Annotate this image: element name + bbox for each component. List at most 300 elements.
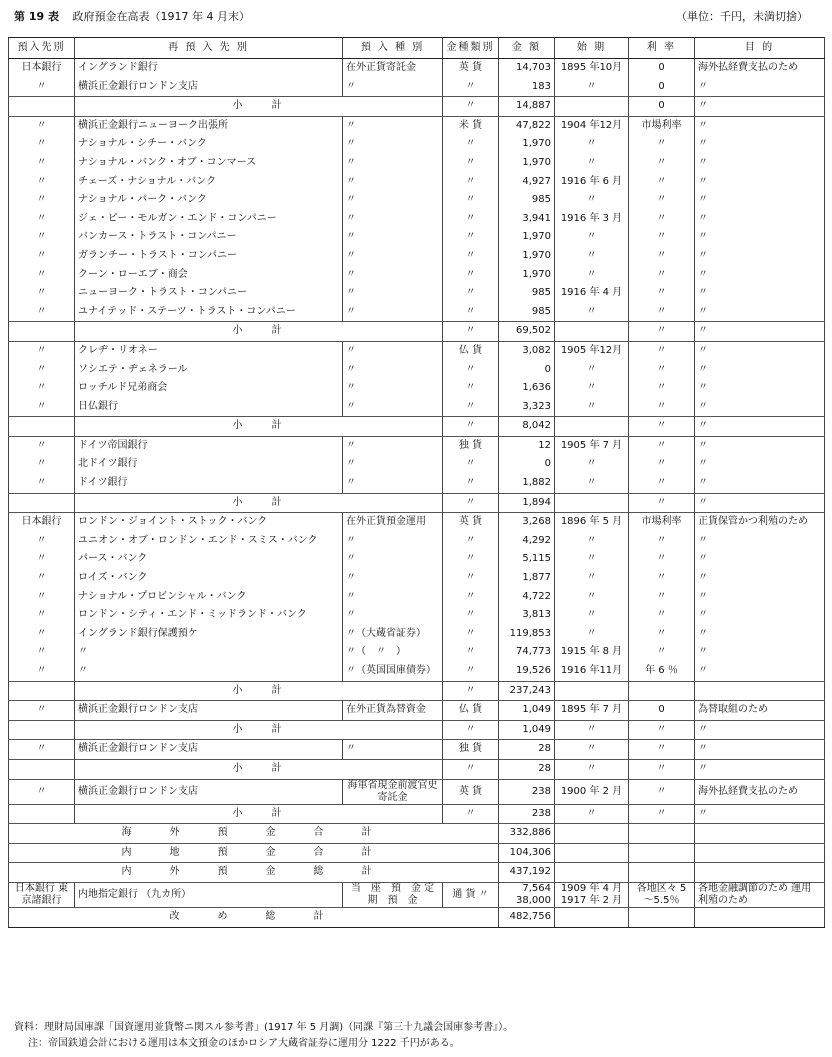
table-cell: 〃 — [629, 361, 695, 380]
table-cell: 〃 — [343, 78, 443, 97]
table-cell: 〃 — [555, 303, 629, 322]
table-cell — [695, 843, 825, 863]
table-cell: 3,323 — [499, 398, 555, 417]
table-cell: 〃 — [343, 588, 443, 607]
table-row — [9, 78, 825, 97]
table-cell: 仏 貨 — [443, 341, 499, 360]
table-cell: ユナイテッド・ステーツ・トラスト・コンパニー — [75, 303, 343, 322]
table-cell: 〃 — [629, 341, 695, 360]
table-cell: 〃 — [695, 361, 825, 380]
table-cell: 〃 — [629, 228, 695, 247]
table-row — [9, 550, 825, 569]
table-cell: 〃 — [443, 398, 499, 417]
table-row — [9, 228, 825, 247]
table-cell: 〃 — [629, 625, 695, 644]
table-cell: 〃 — [629, 779, 695, 804]
table-cell: 〃 — [555, 135, 629, 154]
table-cell: 〃 — [443, 532, 499, 551]
table-cell: 〃 — [555, 625, 629, 644]
table-cell: 1,877 — [499, 569, 555, 588]
table-cell: 104,306 — [499, 843, 555, 863]
table-cell: 0 — [629, 97, 695, 117]
table-cell: ロッチルド兄弟商会 — [75, 379, 343, 398]
table-cell: 小 計 — [75, 804, 443, 824]
table-cell: 〃 — [443, 322, 499, 342]
subtotal-row — [9, 759, 825, 779]
table-cell: 〃 — [9, 341, 75, 360]
table-cell: 〃 — [695, 116, 825, 135]
table-row — [9, 662, 825, 681]
table-cell — [9, 417, 75, 437]
table-cell: 119,853 — [499, 625, 555, 644]
table-cell: 海外払経費支払のため — [695, 779, 825, 804]
table-cell: 14,703 — [499, 59, 555, 78]
table-cell: 日本銀行 東京諸銀行 — [9, 882, 75, 907]
table-cell: 0 — [629, 701, 695, 721]
table-cell: 〃 — [343, 379, 443, 398]
table-cell: 5,115 — [499, 550, 555, 569]
table-cell: 〃 — [629, 720, 695, 740]
table-cell: 当 座 預 金 定 期 預 金 — [343, 882, 443, 907]
table-cell: 〃 — [695, 436, 825, 455]
table-row — [9, 59, 825, 78]
table-cell: 小 計 — [75, 759, 443, 779]
table-cell: 独 貨 — [443, 740, 499, 760]
table-cell: 〃 — [695, 662, 825, 681]
table-cell: 〃 — [443, 173, 499, 192]
table-cell: 〃 — [555, 474, 629, 493]
table-row — [9, 625, 825, 644]
table-cell: 小 計 — [75, 322, 443, 342]
table-cell: 〃 — [343, 436, 443, 455]
col-header: 金種類別 — [443, 38, 499, 59]
table-row — [9, 210, 825, 229]
table-cell: 〃 — [695, 97, 825, 117]
table-cell: 1,970 — [499, 228, 555, 247]
table-row — [9, 266, 825, 285]
table-cell: 〃 — [343, 191, 443, 210]
table-cell: 1,970 — [499, 247, 555, 266]
table-cell: 〃 — [443, 247, 499, 266]
table-cell: 〃 — [443, 417, 499, 437]
table-cell: 小 計 — [75, 97, 443, 117]
table-cell: 〃 — [9, 284, 75, 303]
table-row — [9, 474, 825, 493]
table-cell: 〃 — [695, 550, 825, 569]
col-header: 再 預 入 先 別 — [75, 38, 343, 59]
table-cell: 〃 — [443, 284, 499, 303]
table-row — [9, 135, 825, 154]
table-cell: 〃 — [343, 210, 443, 229]
table-cell: 〃 — [695, 341, 825, 360]
table-cell: 〃 — [695, 303, 825, 322]
table-cell: 〃 — [343, 398, 443, 417]
table-cell: 小 計 — [75, 681, 443, 701]
table-cell: 〃 — [695, 474, 825, 493]
table-cell: 〃 — [629, 247, 695, 266]
table-cell: 332,886 — [499, 824, 555, 844]
table-cell — [9, 322, 75, 342]
table-cell: 〃 — [343, 532, 443, 551]
table-cell: 0 — [629, 59, 695, 78]
table-row — [9, 116, 825, 135]
table-cell: 〃 — [9, 588, 75, 607]
subtotal-row — [9, 97, 825, 117]
table-cell: 為替取組のため — [695, 701, 825, 721]
table-row — [9, 779, 825, 804]
table-cell: 横浜正金銀行ロンドン支店 — [75, 701, 343, 721]
table-cell: 〃 — [9, 191, 75, 210]
table-cell: 〃 — [443, 228, 499, 247]
table-cell: 〃 — [443, 154, 499, 173]
table-cell: 1916 年 3 月 — [555, 210, 629, 229]
table-cell: 通 貨 〃 — [443, 882, 499, 907]
table-cell: 〃 — [629, 303, 695, 322]
table-cell: 〃 — [629, 455, 695, 474]
table-cell: 〃 — [629, 532, 695, 551]
table-cell: 〃 — [9, 228, 75, 247]
table-cell: 〃 — [343, 135, 443, 154]
unit-note: （単位：千円，未満切捨） — [676, 10, 808, 23]
table-cell: 〃 — [9, 779, 75, 804]
table-cell: 正貨保管かつ利殖のため — [695, 513, 825, 532]
table-cell: 985 — [499, 284, 555, 303]
table-cell: 〃 — [695, 379, 825, 398]
table-cell: 〃 — [629, 135, 695, 154]
table-cell: 3,268 — [499, 513, 555, 532]
table-cell: 〃 — [629, 379, 695, 398]
table-cell: 〃 — [9, 569, 75, 588]
table-cell: 〃 — [343, 116, 443, 135]
table-cell: 8,042 — [499, 417, 555, 437]
subtotal-row — [9, 493, 825, 513]
table-cell — [9, 97, 75, 117]
table-row — [9, 513, 825, 532]
table-cell: 〃 — [343, 284, 443, 303]
table-cell: 〃 — [9, 643, 75, 662]
table-cell: 〃 — [9, 154, 75, 173]
table-cell: 〃 — [695, 720, 825, 740]
table-row — [9, 341, 825, 360]
table-cell: 1,970 — [499, 154, 555, 173]
table-cell: 〃 — [343, 606, 443, 625]
header-row — [9, 38, 825, 59]
table-cell: 1909 年 4 月 1917 年 2 月 — [555, 882, 629, 907]
table-cell: 〃 — [555, 740, 629, 760]
table-cell: 〃 — [9, 662, 75, 681]
table-cell: 〃 — [555, 532, 629, 551]
table-cell: 〃 — [695, 643, 825, 662]
table-cell: 市場利率 — [629, 116, 695, 135]
table-cell: チェーズ・ナショナル・バンク — [75, 173, 343, 192]
table-cell: 改 め 総 計 — [9, 907, 499, 927]
table-cell — [9, 759, 75, 779]
table-cell: 〃 — [695, 191, 825, 210]
table-cell — [629, 863, 695, 883]
table-cell: 〃 — [555, 266, 629, 285]
table-cell: 4,927 — [499, 173, 555, 192]
table-cell: 海外払経費支払のため — [695, 59, 825, 78]
table-cell: 〃 — [555, 759, 629, 779]
table-cell: 内 地 預 金 合 計 — [9, 843, 499, 863]
table-cell: 〃 — [343, 361, 443, 380]
table-cell: 〃 — [443, 78, 499, 97]
table-row — [9, 532, 825, 551]
total-row — [9, 843, 825, 863]
table-cell: 〃 — [443, 804, 499, 824]
table-cell: ニューヨーク・トラスト・コンパニー — [75, 284, 343, 303]
table-cell: 1,636 — [499, 379, 555, 398]
table-cell: 〃 — [343, 247, 443, 266]
table-cell: 1,049 — [499, 701, 555, 721]
table-cell: 〃 — [695, 210, 825, 229]
table-cell: 〃 — [629, 643, 695, 662]
table-cell: 〃 — [629, 588, 695, 607]
col-header: 預 入 種 別 — [343, 38, 443, 59]
table-cell: 内 外 預 金 総 計 — [9, 863, 499, 883]
table-cell: 〃 — [9, 474, 75, 493]
table-cell: 1895 年 7 月 — [555, 701, 629, 721]
table-cell: 〃 — [9, 303, 75, 322]
table-cell: 北ドイツ銀行 — [75, 455, 343, 474]
col-header: 預入先別 — [9, 38, 75, 59]
table-cell: 69,502 — [499, 322, 555, 342]
table-cell: 小 計 — [75, 493, 443, 513]
table-cell: 〃 — [695, 247, 825, 266]
table-cell: 〃 — [443, 681, 499, 701]
table-cell: イングランド銀行保護預ケ — [75, 625, 343, 644]
table-cell — [555, 97, 629, 117]
table-title-row — [14, 8, 818, 26]
table-cell: 1915 年 8 月 — [555, 643, 629, 662]
table-cell — [9, 681, 75, 701]
table-cell: 〃 — [555, 720, 629, 740]
table-cell: 各地区々 5～5.5％ — [629, 882, 695, 907]
table-cell: 〃 — [629, 804, 695, 824]
table-cell: 〃 — [443, 625, 499, 644]
table-cell: 〃 — [695, 532, 825, 551]
subtotal-row — [9, 417, 825, 437]
table-cell: 〃 — [343, 455, 443, 474]
col-header: 目 的 — [695, 38, 825, 59]
table-cell: 1,049 — [499, 720, 555, 740]
table-row — [9, 455, 825, 474]
table-row — [9, 643, 825, 662]
table-cell: 1,970 — [499, 266, 555, 285]
table-cell: 4,722 — [499, 588, 555, 607]
table-cell: ナショナル・パーク・バンク — [75, 191, 343, 210]
table-row — [9, 173, 825, 192]
table-cell: 〃 — [555, 606, 629, 625]
table-cell: 〃 — [695, 804, 825, 824]
table-cell: 〃 — [343, 154, 443, 173]
table-cell: 在外正貨預金運用 — [343, 513, 443, 532]
table-cell: 〃 — [343, 303, 443, 322]
table-cell: 〃 — [629, 474, 695, 493]
table-row — [9, 588, 825, 607]
table-cell: 1916 年11月 — [555, 662, 629, 681]
table-cell: 〃 — [629, 759, 695, 779]
table-cell: 237,243 — [499, 681, 555, 701]
table-number: 第 19 表 — [14, 10, 59, 23]
table-row — [9, 569, 825, 588]
table-cell: 1,970 — [499, 135, 555, 154]
table-cell: 〃 — [9, 247, 75, 266]
table-row — [9, 361, 825, 380]
table-cell: 日本銀行 — [9, 513, 75, 532]
table-cell: 28 — [499, 740, 555, 760]
table-cell: 年 6 ％ — [629, 662, 695, 681]
table-cell: 〃 — [9, 266, 75, 285]
table-cell: 437,192 — [499, 863, 555, 883]
table-cell: 〃 — [695, 266, 825, 285]
table-cell — [555, 493, 629, 513]
table-cell: 〃 — [343, 173, 443, 192]
table-row — [9, 606, 825, 625]
table-cell — [629, 907, 695, 927]
table-cell: 4,292 — [499, 532, 555, 551]
table-cell: 〃 — [695, 154, 825, 173]
col-header: 利 率 — [629, 38, 695, 59]
table-cell: 1,894 — [499, 493, 555, 513]
table-cell: 在外正貨寄託金 — [343, 59, 443, 78]
table-cell: 〃 — [555, 154, 629, 173]
deposit-table — [8, 37, 825, 928]
total-row — [9, 907, 825, 927]
table-cell: 〃 — [343, 341, 443, 360]
table-cell: 〃 — [695, 606, 825, 625]
table-cell: 〃 — [629, 322, 695, 342]
table-cell: 〃 — [343, 228, 443, 247]
table-cell: 985 — [499, 191, 555, 210]
table-cell: 1895 年10月 — [555, 59, 629, 78]
table-cell: 〃 — [629, 210, 695, 229]
table-cell: 〃 — [695, 322, 825, 342]
table-cell: 〃 — [443, 191, 499, 210]
table-cell — [629, 843, 695, 863]
table-cell: 〃 — [9, 210, 75, 229]
table-cell: 1,882 — [499, 474, 555, 493]
table-cell: ガランチー・トラスト・コンパニー — [75, 247, 343, 266]
table-cell: 〃 — [695, 228, 825, 247]
table-row — [9, 247, 825, 266]
table-cell: 内地指定銀行 （九カ所） — [75, 882, 343, 907]
table-cell: ロイズ・バンク — [75, 569, 343, 588]
table-cell — [9, 804, 75, 824]
table-cell: 7,564 38,000 — [499, 882, 555, 907]
table-row — [9, 740, 825, 760]
table-cell: 〃 — [629, 436, 695, 455]
table-cell: 238 — [499, 804, 555, 824]
table-cell: 183 — [499, 78, 555, 97]
table-cell: 〃 — [9, 78, 75, 97]
table-cell: イングランド銀行 — [75, 59, 343, 78]
subtotal-row — [9, 681, 825, 701]
table-cell: 英 貨 — [443, 513, 499, 532]
table-cell: 〃 — [443, 550, 499, 569]
table-cell: 14,887 — [499, 97, 555, 117]
table-cell: 1916 年 4 月 — [555, 284, 629, 303]
table-cell: 〃 — [443, 643, 499, 662]
table-cell — [555, 417, 629, 437]
table-cell: 横浜正金銀行ニューヨーク出張所 — [75, 116, 343, 135]
table-cell: 市場利率 — [629, 513, 695, 532]
table-cell: 〃 — [695, 625, 825, 644]
table-cell: 1896 年 5 月 — [555, 513, 629, 532]
total-row — [9, 824, 825, 844]
table-cell: 19,526 — [499, 662, 555, 681]
table-cell: 〃 — [9, 436, 75, 455]
table-cell: 〃 — [443, 361, 499, 380]
table-row — [9, 191, 825, 210]
footnotes — [14, 1020, 513, 1052]
table-cell: 〃 — [629, 284, 695, 303]
table-cell: 〃（ 〃 ） — [343, 643, 443, 662]
table-cell: 〃 — [629, 740, 695, 760]
table-cell: 〃 — [9, 116, 75, 135]
table-cell: 〃 — [343, 474, 443, 493]
table-cell: 〃 — [629, 606, 695, 625]
table-cell: 〃 — [695, 493, 825, 513]
table-cell: ロンドン・シティ・エンド・ミッドランド・バンク — [75, 606, 343, 625]
table-cell: 28 — [499, 759, 555, 779]
table-cell: 〃 — [695, 78, 825, 97]
table-cell: 〃 — [9, 606, 75, 625]
table-cell: ユニオン・オブ・ロンドン・エンド・スミス・バンク — [75, 532, 343, 551]
table-cell: 〃 — [629, 493, 695, 513]
table-cell — [555, 843, 629, 863]
table-cell: 〃 — [695, 417, 825, 437]
subtotal-row — [9, 322, 825, 342]
table-row — [9, 284, 825, 303]
table-cell: 〃 — [443, 455, 499, 474]
table-cell: 1905 年 7 月 — [555, 436, 629, 455]
table-cell: ドイツ銀行 — [75, 474, 343, 493]
table-cell: 238 — [499, 779, 555, 804]
table-cell: 〃 — [443, 135, 499, 154]
table-cell: 482,756 — [499, 907, 555, 927]
table-cell: 〃 — [443, 379, 499, 398]
table-cell — [629, 681, 695, 701]
table-cell: 〃 — [9, 173, 75, 192]
table-cell: 〃 — [443, 720, 499, 740]
table-cell: クーン・ローエブ・商会 — [75, 266, 343, 285]
table-cell: 〃 — [629, 550, 695, 569]
table-cell — [555, 322, 629, 342]
table-cell: 〃 — [343, 569, 443, 588]
table-cell: 〃 — [555, 398, 629, 417]
table-cell: パース・バンク — [75, 550, 343, 569]
table-cell: 〃 — [443, 662, 499, 681]
table-cell: 〃 — [9, 550, 75, 569]
table-cell: 47,822 — [499, 116, 555, 135]
table-cell: 〃 — [695, 135, 825, 154]
table-cell — [555, 907, 629, 927]
table-cell: 〃 — [695, 759, 825, 779]
remark-note: 注：帝国鉄道会計における運用は本文預金のほかロシア大蔵省証券に運用分 1222 千円がある。 — [28, 1038, 460, 1049]
table-cell: 〃 — [443, 606, 499, 625]
table-cell: 〃 — [555, 455, 629, 474]
table-cell: 〃 — [629, 173, 695, 192]
table-cell: 米 貨 — [443, 116, 499, 135]
table-cell: 〃 — [629, 191, 695, 210]
table-row — [9, 379, 825, 398]
table-cell — [629, 824, 695, 844]
table-cell: 横浜正金銀行ロンドン支店 — [75, 740, 343, 760]
table-row — [9, 882, 825, 907]
table-cell: 1905 年12月 — [555, 341, 629, 360]
table-cell: 1904 年12月 — [555, 116, 629, 135]
